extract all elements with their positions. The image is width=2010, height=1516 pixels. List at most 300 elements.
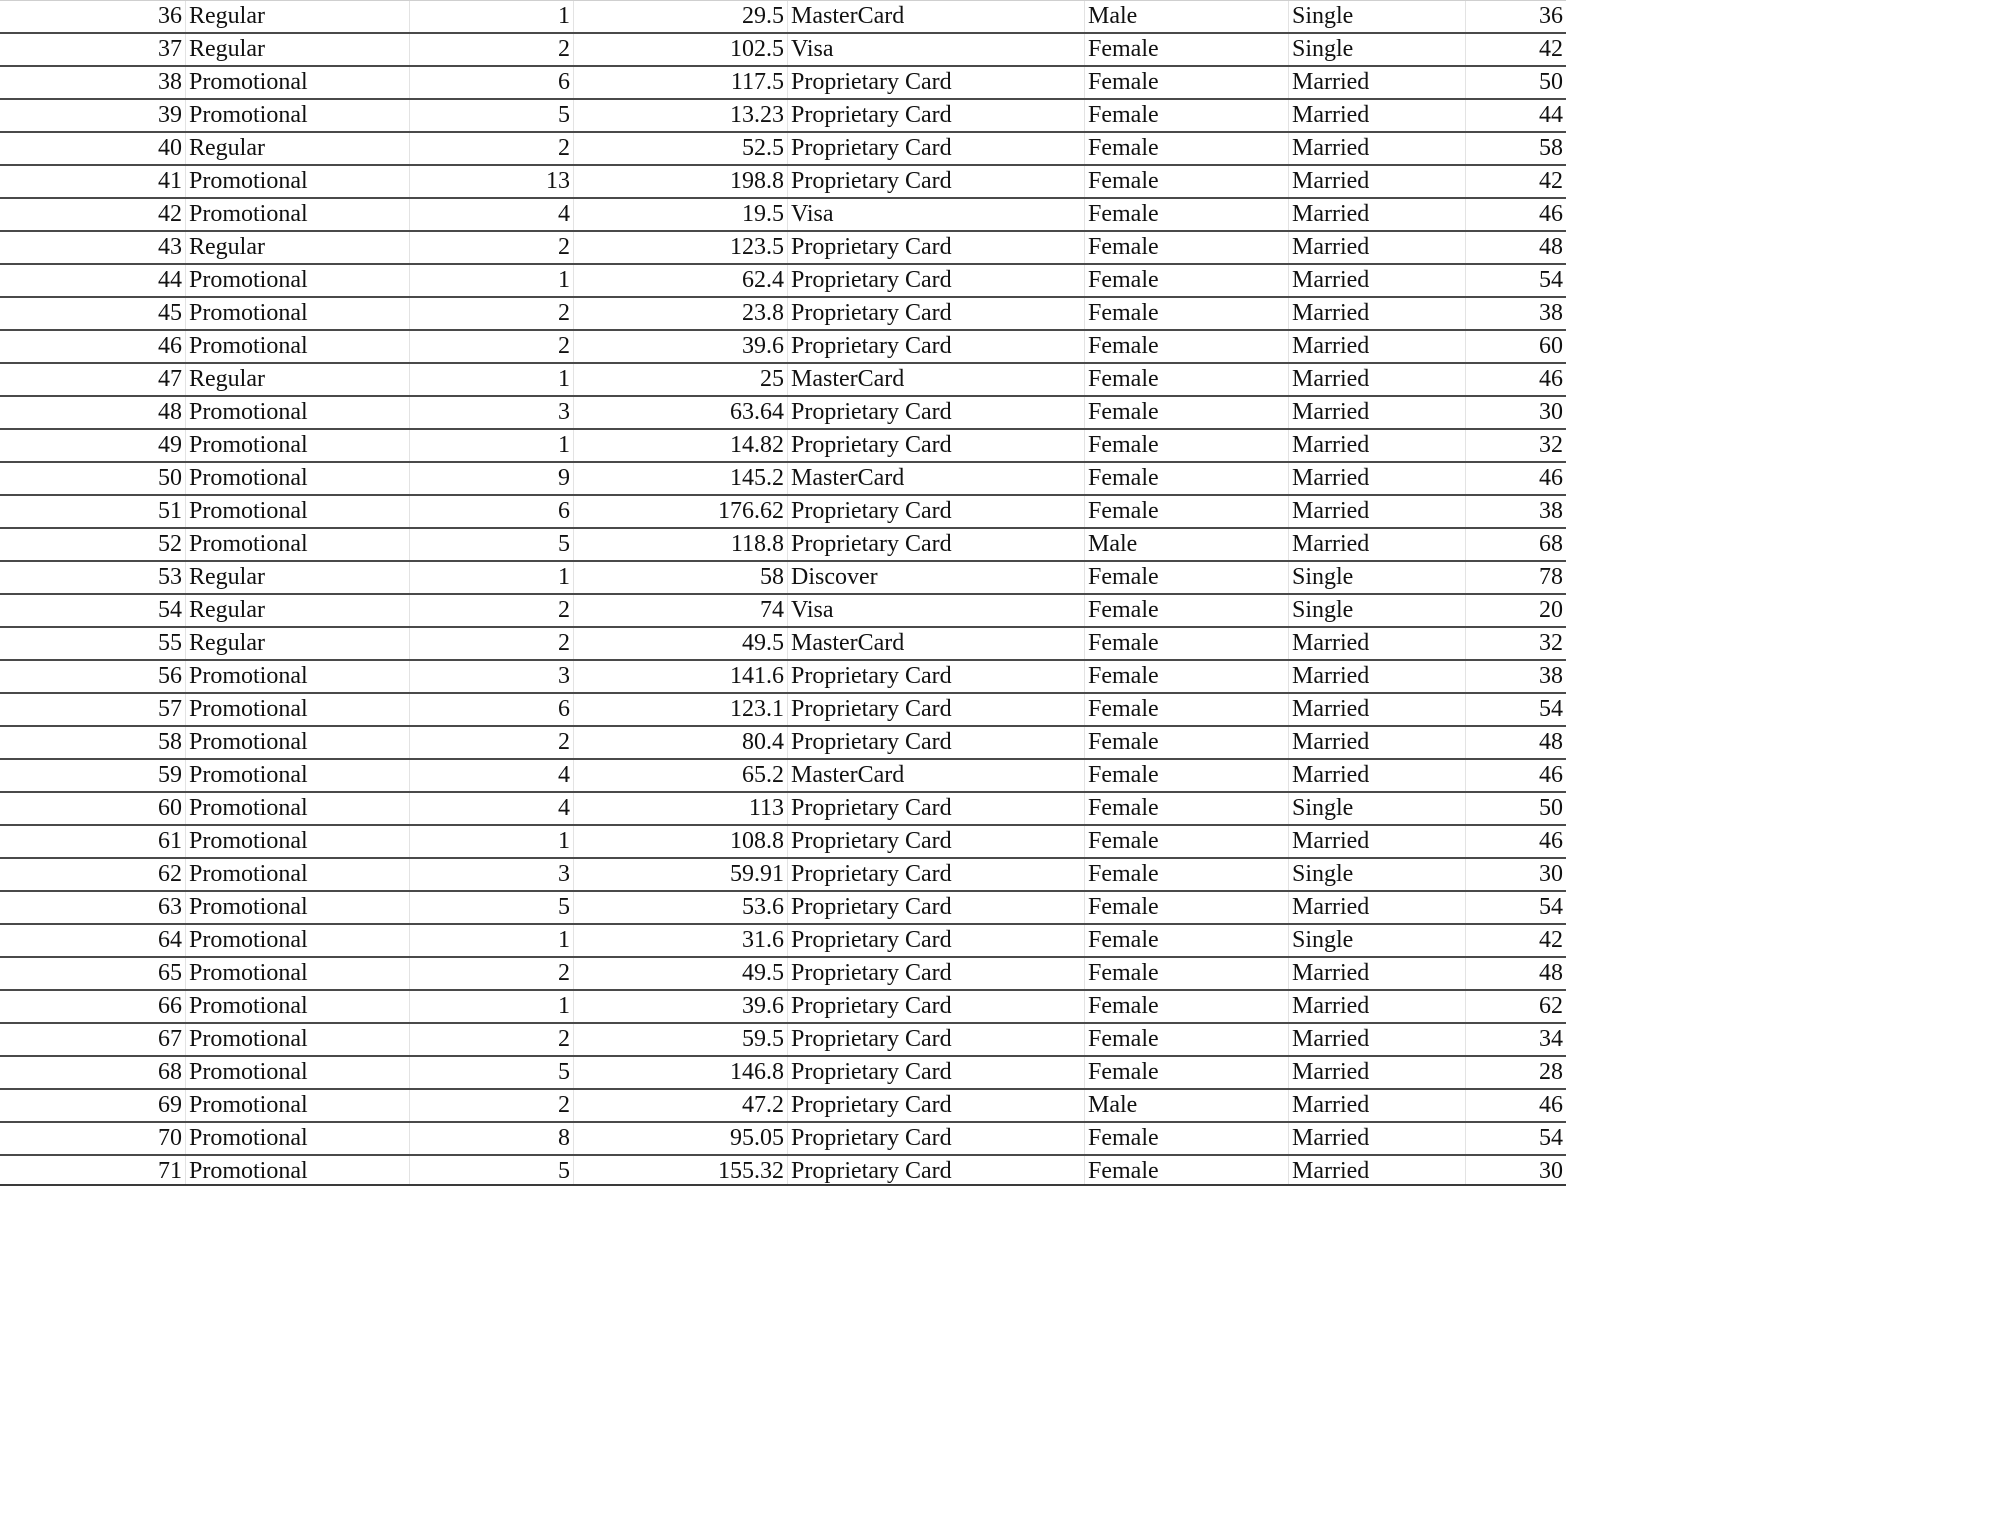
cell-customer-type[interactable]: Promotional (186, 397, 410, 428)
cell-method-of-payment[interactable]: Proprietary Card (788, 133, 1085, 164)
cell-marital-status[interactable]: Married (1289, 1123, 1466, 1154)
cell-net-sales[interactable]: 19.5 (574, 199, 788, 230)
cell-age[interactable]: 38 (1539, 300, 1563, 326)
cell-customer-type[interactable]: Regular (186, 34, 410, 65)
table-row (0, 892, 1566, 925)
cell-customer-type[interactable]: Regular (186, 133, 410, 164)
cell-items[interactable]: 4 (410, 760, 574, 791)
cell-method-of-payment[interactable]: Proprietary Card (788, 67, 1085, 98)
cell-customer-id[interactable]: 50 (0, 463, 186, 494)
cell-items[interactable]: 1 (410, 562, 574, 593)
cell-age[interactable]: 20 (1539, 597, 1563, 623)
cell-marital-status[interactable]: Married (1289, 892, 1466, 923)
cell-age[interactable]: 42 (1539, 168, 1563, 194)
cell-items[interactable]: 2 (410, 1090, 574, 1121)
cell-marital-status[interactable]: Single (1289, 859, 1466, 890)
cell-marital-status[interactable]: Married (1289, 1090, 1466, 1121)
cell-method-of-payment[interactable]: Visa (788, 595, 1085, 626)
cell-customer-type[interactable]: Promotional (186, 166, 410, 197)
cell-customer-type[interactable]: Promotional (186, 67, 410, 98)
cell-method-of-payment[interactable]: Proprietary Card (788, 100, 1085, 131)
cell-items[interactable]: 5 (410, 1156, 574, 1186)
cell-method-of-payment[interactable]: Proprietary Card (788, 991, 1085, 1022)
cell-net-sales[interactable]: 198.8 (574, 166, 788, 197)
cell-customer-id[interactable]: 67 (0, 1024, 186, 1055)
cell-customer-id[interactable]: 36 (0, 1, 186, 32)
cell-gender[interactable]: Female (1085, 331, 1289, 362)
cell-gender[interactable]: Female (1085, 1156, 1289, 1186)
cell-marital-status[interactable]: Married (1289, 199, 1466, 230)
cell-items[interactable]: 1 (410, 364, 574, 395)
cell-method-of-payment[interactable]: Proprietary Card (788, 166, 1085, 197)
cell-customer-id[interactable]: 41 (0, 166, 186, 197)
cell-net-sales[interactable]: 117.5 (574, 67, 788, 98)
cell-net-sales[interactable]: 14.82 (574, 430, 788, 461)
cell-method-of-payment[interactable]: MasterCard (788, 628, 1085, 659)
cell-net-sales[interactable]: 47.2 (574, 1090, 788, 1121)
cell-marital-status[interactable]: Married (1289, 727, 1466, 758)
cell-customer-type[interactable]: Promotional (186, 727, 410, 758)
cell-net-sales[interactable]: 39.6 (574, 331, 788, 362)
cell-age[interactable]: 32 (1539, 432, 1563, 458)
cell-method-of-payment[interactable]: Proprietary Card (788, 925, 1085, 956)
table-row (0, 1024, 1566, 1057)
table-row (0, 793, 1566, 826)
cell-customer-id[interactable]: 61 (0, 826, 186, 857)
cell-method-of-payment[interactable]: Proprietary Card (788, 892, 1085, 923)
cell-method-of-payment[interactable]: Proprietary Card (788, 265, 1085, 296)
cell-customer-id[interactable]: 42 (0, 199, 186, 230)
cell-method-of-payment[interactable]: Proprietary Card (788, 826, 1085, 857)
cell-marital-status[interactable]: Married (1289, 166, 1466, 197)
cell-items[interactable]: 5 (410, 100, 574, 131)
cell-customer-type[interactable]: Promotional (186, 496, 410, 527)
cell-net-sales[interactable]: 23.8 (574, 298, 788, 329)
cell-items[interactable]: 5 (410, 1057, 574, 1088)
cell-age[interactable]: 46 (1539, 366, 1563, 392)
cell-marital-status[interactable]: Married (1289, 463, 1466, 494)
cell-net-sales[interactable]: 123.5 (574, 232, 788, 263)
cell-net-sales[interactable]: 102.5 (574, 34, 788, 65)
cell-customer-id[interactable]: 58 (0, 727, 186, 758)
cell-marital-status[interactable]: Single (1289, 925, 1466, 956)
cell-customer-id[interactable]: 70 (0, 1123, 186, 1154)
cell-net-sales[interactable]: 58 (574, 562, 788, 593)
cell-marital-status[interactable]: Single (1289, 562, 1466, 593)
cell-net-sales[interactable]: 13.23 (574, 100, 788, 131)
cell-items[interactable]: 2 (410, 331, 574, 362)
cell-net-sales[interactable]: 65.2 (574, 760, 788, 791)
cell-gender[interactable]: Female (1085, 694, 1289, 725)
cell-age[interactable]: 46 (1539, 828, 1563, 854)
cell-age[interactable]: 62 (1539, 993, 1563, 1019)
cell-customer-id[interactable]: 37 (0, 34, 186, 65)
cell-method-of-payment[interactable]: MasterCard (788, 1, 1085, 32)
cell-method-of-payment[interactable]: Proprietary Card (788, 232, 1085, 263)
cell-items[interactable]: 1 (410, 265, 574, 296)
cell-items[interactable]: 2 (410, 958, 574, 989)
cell-customer-type[interactable]: Promotional (186, 760, 410, 791)
cell-marital-status[interactable]: Married (1289, 331, 1466, 362)
cell-customer-type[interactable]: Promotional (186, 925, 410, 956)
cell-age[interactable]: 46 (1539, 465, 1563, 491)
cell-customer-type[interactable]: Regular (186, 562, 410, 593)
cell-marital-status[interactable]: Single (1289, 34, 1466, 65)
cell-age[interactable]: 54 (1539, 696, 1563, 722)
table-row (0, 595, 1566, 628)
cell-items[interactable]: 2 (410, 727, 574, 758)
cell-customer-id[interactable]: 49 (0, 430, 186, 461)
cell-method-of-payment[interactable]: Proprietary Card (788, 727, 1085, 758)
cell-age[interactable]: 54 (1539, 1125, 1563, 1151)
cell-gender[interactable]: Male (1085, 1090, 1289, 1121)
cell-method-of-payment[interactable]: Proprietary Card (788, 859, 1085, 890)
cell-net-sales[interactable]: 95.05 (574, 1123, 788, 1154)
cell-gender[interactable]: Female (1085, 496, 1289, 527)
cell-items[interactable]: 4 (410, 199, 574, 230)
cell-net-sales[interactable]: 49.5 (574, 958, 788, 989)
cell-gender[interactable]: Female (1085, 265, 1289, 296)
cell-customer-type[interactable]: Promotional (186, 826, 410, 857)
cell-method-of-payment[interactable]: Proprietary Card (788, 793, 1085, 824)
cell-items[interactable]: 1 (410, 1, 574, 32)
cell-marital-status[interactable]: Married (1289, 760, 1466, 791)
cell-customer-type[interactable]: Regular (186, 628, 410, 659)
cell-net-sales[interactable]: 62.4 (574, 265, 788, 296)
cell-customer-type[interactable]: Regular (186, 364, 410, 395)
cell-customer-id[interactable]: 52 (0, 529, 186, 560)
table-row (0, 727, 1566, 760)
cell-net-sales[interactable]: 52.5 (574, 133, 788, 164)
cell-method-of-payment[interactable]: Proprietary Card (788, 529, 1085, 560)
cell-method-of-payment[interactable]: Proprietary Card (788, 661, 1085, 692)
cell-gender[interactable]: Female (1085, 562, 1289, 593)
cell-items[interactable]: 9 (410, 463, 574, 494)
cell-gender[interactable]: Female (1085, 34, 1289, 65)
cell-customer-type[interactable]: Promotional (186, 100, 410, 131)
cell-items[interactable]: 2 (410, 133, 574, 164)
cell-gender[interactable]: Female (1085, 892, 1289, 923)
cell-method-of-payment[interactable]: Proprietary Card (788, 397, 1085, 428)
cell-customer-id[interactable]: 69 (0, 1090, 186, 1121)
cell-gender[interactable]: Female (1085, 925, 1289, 956)
cell-gender[interactable]: Female (1085, 793, 1289, 824)
cell-age[interactable]: 58 (1539, 135, 1563, 161)
cell-age[interactable]: 42 (1539, 36, 1563, 62)
cell-items[interactable]: 6 (410, 496, 574, 527)
cell-customer-id[interactable]: 65 (0, 958, 186, 989)
cell-marital-status[interactable]: Married (1289, 430, 1466, 461)
cell-marital-status[interactable]: Married (1289, 991, 1466, 1022)
cell-gender[interactable]: Female (1085, 232, 1289, 263)
cell-net-sales[interactable]: 123.1 (574, 694, 788, 725)
cell-customer-id[interactable]: 59 (0, 760, 186, 791)
cell-marital-status[interactable]: Married (1289, 265, 1466, 296)
cell-method-of-payment[interactable]: Proprietary Card (788, 1090, 1085, 1121)
table-row (0, 331, 1566, 364)
cell-marital-status[interactable]: Married (1289, 1024, 1466, 1055)
cell-net-sales[interactable]: 141.6 (574, 661, 788, 692)
cell-customer-type[interactable]: Promotional (186, 892, 410, 923)
cell-marital-status[interactable]: Married (1289, 397, 1466, 428)
cell-customer-id[interactable]: 66 (0, 991, 186, 1022)
cell-gender[interactable]: Female (1085, 991, 1289, 1022)
cell-items[interactable]: 1 (410, 991, 574, 1022)
cell-method-of-payment[interactable]: MasterCard (788, 760, 1085, 791)
cell-method-of-payment[interactable]: Proprietary Card (788, 1024, 1085, 1055)
cell-method-of-payment[interactable]: Proprietary Card (788, 298, 1085, 329)
cell-age[interactable]: 30 (1539, 861, 1563, 887)
cell-net-sales[interactable]: 176.62 (574, 496, 788, 527)
cell-age[interactable]: 38 (1539, 663, 1563, 689)
cell-gender[interactable]: Female (1085, 1057, 1289, 1088)
cell-net-sales[interactable]: 74 (574, 595, 788, 626)
cell-gender[interactable]: Female (1085, 199, 1289, 230)
cell-customer-type[interactable]: Promotional (186, 529, 410, 560)
cell-marital-status[interactable]: Single (1289, 793, 1466, 824)
cell-customer-id[interactable]: 63 (0, 892, 186, 923)
cell-method-of-payment[interactable]: MasterCard (788, 463, 1085, 494)
cell-customer-id[interactable]: 51 (0, 496, 186, 527)
cell-net-sales[interactable]: 145.2 (574, 463, 788, 494)
cell-gender[interactable]: Female (1085, 859, 1289, 890)
cell-items[interactable]: 3 (410, 661, 574, 692)
cell-net-sales[interactable]: 59.91 (574, 859, 788, 890)
cell-net-sales[interactable]: 31.6 (574, 925, 788, 956)
cell-customer-type[interactable]: Regular (186, 595, 410, 626)
table-row (0, 991, 1566, 1024)
cell-gender[interactable]: Female (1085, 727, 1289, 758)
table-row (0, 232, 1566, 265)
cell-marital-status[interactable]: Married (1289, 364, 1466, 395)
table-row (0, 1156, 1566, 1186)
cell-customer-id[interactable]: 54 (0, 595, 186, 626)
cell-net-sales[interactable]: 29.5 (574, 1, 788, 32)
cell-age[interactable]: 48 (1539, 729, 1563, 755)
cell-net-sales[interactable]: 113 (574, 793, 788, 824)
cell-customer-type[interactable]: Promotional (186, 661, 410, 692)
cell-items[interactable]: 4 (410, 793, 574, 824)
cell-customer-id[interactable]: 39 (0, 100, 186, 131)
cell-marital-status[interactable]: Single (1289, 595, 1466, 626)
cell-customer-type[interactable]: Promotional (186, 1156, 410, 1186)
cell-gender[interactable]: Female (1085, 166, 1289, 197)
cell-method-of-payment[interactable]: Proprietary Card (788, 1057, 1085, 1088)
cell-customer-type[interactable]: Promotional (186, 958, 410, 989)
cell-net-sales[interactable]: 53.6 (574, 892, 788, 923)
cell-items[interactable]: 5 (410, 892, 574, 923)
cell-gender[interactable]: Female (1085, 628, 1289, 659)
cell-customer-type[interactable]: Promotional (186, 1123, 410, 1154)
cell-marital-status[interactable]: Married (1289, 67, 1466, 98)
cell-items[interactable]: 2 (410, 1024, 574, 1055)
cell-customer-id[interactable]: 45 (0, 298, 186, 329)
cell-marital-status[interactable]: Married (1289, 100, 1466, 131)
cell-customer-type[interactable]: Promotional (186, 463, 410, 494)
cell-method-of-payment[interactable]: Proprietary Card (788, 958, 1085, 989)
cell-age[interactable]: 44 (1539, 102, 1563, 128)
cell-net-sales[interactable]: 146.8 (574, 1057, 788, 1088)
cell-net-sales[interactable]: 155.32 (574, 1156, 788, 1186)
cell-items[interactable]: 8 (410, 1123, 574, 1154)
cell-net-sales[interactable]: 39.6 (574, 991, 788, 1022)
cell-items[interactable]: 6 (410, 67, 574, 98)
cell-customer-type[interactable]: Promotional (186, 430, 410, 461)
cell-marital-status[interactable]: Married (1289, 958, 1466, 989)
cell-marital-status[interactable]: Married (1289, 628, 1466, 659)
cell-gender[interactable]: Female (1085, 661, 1289, 692)
cell-items[interactable]: 3 (410, 397, 574, 428)
cell-net-sales[interactable]: 63.64 (574, 397, 788, 428)
cell-gender[interactable]: Female (1085, 100, 1289, 131)
cell-age[interactable]: 48 (1539, 234, 1563, 260)
cell-age[interactable]: 46 (1539, 201, 1563, 227)
cell-customer-id[interactable]: 46 (0, 331, 186, 362)
cell-marital-status[interactable]: Married (1289, 232, 1466, 263)
cell-gender[interactable]: Female (1085, 760, 1289, 791)
cell-customer-type[interactable]: Promotional (186, 199, 410, 230)
cell-net-sales[interactable]: 59.5 (574, 1024, 788, 1055)
cell-marital-status[interactable]: Married (1289, 826, 1466, 857)
table-row (0, 958, 1566, 991)
cell-net-sales[interactable]: 49.5 (574, 628, 788, 659)
cell-customer-id[interactable]: 48 (0, 397, 186, 428)
cell-items[interactable]: 2 (410, 232, 574, 263)
cell-marital-status[interactable]: Single (1289, 1, 1466, 32)
cell-customer-id[interactable]: 71 (0, 1156, 186, 1186)
cell-customer-type[interactable]: Promotional (186, 1024, 410, 1055)
cell-customer-type[interactable]: Promotional (186, 1090, 410, 1121)
cell-age[interactable]: 78 (1539, 564, 1563, 590)
cell-items[interactable]: 1 (410, 925, 574, 956)
cell-age[interactable]: 68 (1539, 531, 1563, 557)
cell-age[interactable]: 38 (1539, 498, 1563, 524)
cell-method-of-payment[interactable]: Visa (788, 199, 1085, 230)
cell-age[interactable]: 32 (1539, 630, 1563, 656)
cell-age[interactable]: 42 (1539, 927, 1563, 953)
cell-gender[interactable]: Female (1085, 67, 1289, 98)
cell-items[interactable]: 1 (410, 826, 574, 857)
cell-customer-type[interactable]: Regular (186, 1, 410, 32)
cell-customer-id[interactable]: 47 (0, 364, 186, 395)
cell-gender[interactable]: Female (1085, 430, 1289, 461)
cell-gender[interactable]: Female (1085, 826, 1289, 857)
cell-gender[interactable]: Female (1085, 397, 1289, 428)
cell-items[interactable]: 2 (410, 298, 574, 329)
cell-age[interactable]: 54 (1539, 267, 1563, 293)
cell-method-of-payment[interactable]: Proprietary Card (788, 430, 1085, 461)
cell-age[interactable]: 54 (1539, 894, 1563, 920)
cell-gender[interactable]: Female (1085, 1123, 1289, 1154)
cell-customer-id[interactable]: 60 (0, 793, 186, 824)
cell-gender[interactable]: Female (1085, 364, 1289, 395)
cell-gender[interactable]: Female (1085, 958, 1289, 989)
table-row (0, 1057, 1566, 1090)
cell-age[interactable]: 36 (1539, 3, 1563, 29)
cell-customer-id[interactable]: 68 (0, 1057, 186, 1088)
cell-net-sales[interactable]: 25 (574, 364, 788, 395)
cell-gender[interactable]: Male (1085, 1, 1289, 32)
cell-gender[interactable]: Female (1085, 298, 1289, 329)
cell-method-of-payment[interactable]: Discover (788, 562, 1085, 593)
cell-gender[interactable]: Female (1085, 595, 1289, 626)
cell-method-of-payment[interactable]: Proprietary Card (788, 1123, 1085, 1154)
cell-marital-status[interactable]: Married (1289, 1057, 1466, 1088)
cell-items[interactable]: 2 (410, 34, 574, 65)
cell-customer-id[interactable]: 55 (0, 628, 186, 659)
cell-net-sales[interactable]: 108.8 (574, 826, 788, 857)
cell-gender[interactable]: Male (1085, 529, 1289, 560)
cell-customer-type[interactable]: Promotional (186, 694, 410, 725)
cell-gender[interactable]: Female (1085, 463, 1289, 494)
cell-gender[interactable]: Female (1085, 133, 1289, 164)
cell-marital-status[interactable]: Married (1289, 133, 1466, 164)
cell-age[interactable]: 50 (1539, 795, 1563, 821)
cell-net-sales[interactable]: 80.4 (574, 727, 788, 758)
cell-items[interactable]: 5 (410, 529, 574, 560)
cell-net-sales[interactable]: 118.8 (574, 529, 788, 560)
cell-customer-id[interactable]: 38 (0, 67, 186, 98)
cell-customer-type[interactable]: Promotional (186, 331, 410, 362)
cell-customer-type[interactable]: Promotional (186, 991, 410, 1022)
cell-customer-id[interactable]: 57 (0, 694, 186, 725)
table-row (0, 1123, 1566, 1156)
cell-customer-type[interactable]: Promotional (186, 1057, 410, 1088)
cell-customer-id[interactable]: 64 (0, 925, 186, 956)
cell-age[interactable]: 46 (1539, 1092, 1563, 1118)
cell-items[interactable]: 2 (410, 595, 574, 626)
cell-customer-id[interactable]: 62 (0, 859, 186, 890)
cell-method-of-payment[interactable]: Proprietary Card (788, 694, 1085, 725)
cell-marital-status[interactable]: Married (1289, 1156, 1466, 1186)
cell-marital-status[interactable]: Married (1289, 496, 1466, 527)
cell-method-of-payment[interactable]: MasterCard (788, 364, 1085, 395)
cell-age[interactable]: 50 (1539, 69, 1563, 95)
cell-customer-id[interactable]: 40 (0, 133, 186, 164)
cell-marital-status[interactable]: Married (1289, 661, 1466, 692)
cell-customer-id[interactable]: 56 (0, 661, 186, 692)
cell-marital-status[interactable]: Married (1289, 529, 1466, 560)
cell-items[interactable]: 3 (410, 859, 574, 890)
cell-items[interactable]: 13 (410, 166, 574, 197)
cell-gender[interactable]: Female (1085, 1024, 1289, 1055)
cell-method-of-payment[interactable]: Proprietary Card (788, 496, 1085, 527)
cell-items[interactable]: 1 (410, 430, 574, 461)
cell-items[interactable]: 2 (410, 628, 574, 659)
cell-customer-type[interactable]: Promotional (186, 298, 410, 329)
cell-age[interactable]: 48 (1539, 960, 1563, 986)
cell-marital-status[interactable]: Married (1289, 298, 1466, 329)
cell-customer-id[interactable]: 43 (0, 232, 186, 263)
cell-method-of-payment[interactable]: Visa (788, 34, 1085, 65)
cell-age[interactable]: 34 (1539, 1026, 1563, 1052)
cell-method-of-payment[interactable]: Proprietary Card (788, 331, 1085, 362)
cell-marital-status[interactable]: Married (1289, 694, 1466, 725)
cell-method-of-payment[interactable]: Proprietary Card (788, 1156, 1085, 1186)
cell-customer-type[interactable]: Promotional (186, 859, 410, 890)
cell-customer-type[interactable]: Promotional (186, 793, 410, 824)
cell-customer-type[interactable]: Regular (186, 232, 410, 263)
cell-customer-id[interactable]: 44 (0, 265, 186, 296)
cell-age[interactable]: 30 (1539, 399, 1563, 425)
cell-age[interactable]: 60 (1539, 333, 1563, 359)
cell-customer-type[interactable]: Promotional (186, 265, 410, 296)
cell-items[interactable]: 6 (410, 694, 574, 725)
cell-age[interactable]: 46 (1539, 762, 1563, 788)
cell-customer-id[interactable]: 53 (0, 562, 186, 593)
cell-age[interactable]: 30 (1539, 1158, 1563, 1184)
cell-age[interactable]: 28 (1539, 1059, 1563, 1085)
